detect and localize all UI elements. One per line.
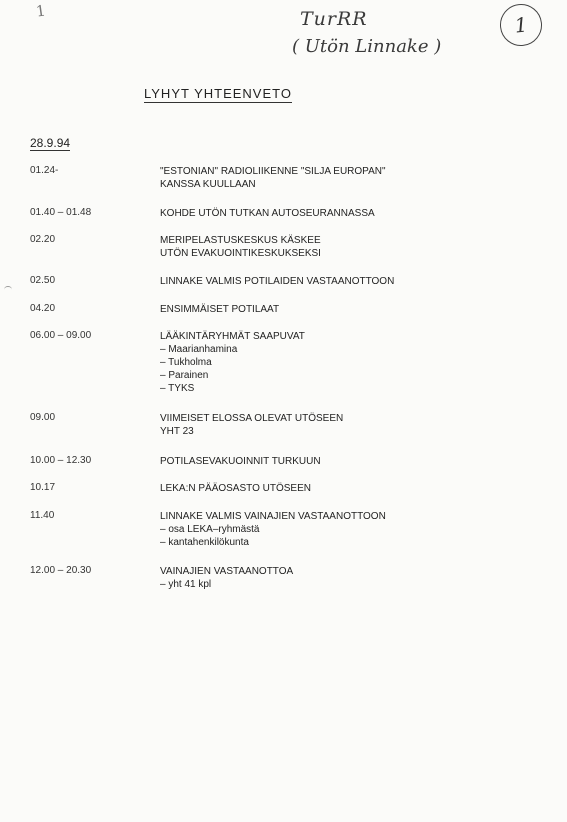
entry-description (160, 165, 386, 191)
entry-subitem: – Maarianhamina (160, 344, 238, 355)
entry-description (160, 303, 279, 316)
entry-line: "ESTONIAN" RADIOLIIKENNE "SILJA EUROPAN" (160, 166, 386, 177)
entry-time: 02.50 (30, 275, 56, 286)
entry-line: KOHDE UTÖN TUTKAN AUTOSEURANNASSA (160, 208, 375, 219)
margin-mark (4, 286, 12, 293)
entry-line: LEKA:N PÄÄOSASTO UTÖSEEN (160, 483, 311, 494)
entry-line: POTILASEVAKUOINNIT TURKUUN (160, 456, 321, 467)
entry-subitem: – kantahenkilökunta (160, 537, 249, 548)
entry-subitem: – Tukholma (160, 357, 212, 368)
date-heading: 28.9.94 (30, 136, 71, 150)
circled-page-number: 1 (498, 2, 544, 48)
entry-description (160, 482, 311, 495)
handwritten-title: TurRR (300, 8, 368, 30)
entry-description (160, 234, 321, 260)
entry-description (160, 207, 375, 220)
entry-subitem: – TYKS (160, 383, 195, 394)
entry-time: 06.00 – 09.00 (30, 330, 92, 341)
entry-line: MERIPELASTUSKESKUS KÄSKEE (160, 235, 321, 246)
entry-description (160, 412, 343, 438)
entry-time: 11.40 (30, 510, 55, 521)
entry-description (160, 330, 305, 395)
entry-line: KANSSA KUULLAAN (160, 179, 256, 190)
entry-time: 10.00 – 12.30 (30, 455, 92, 466)
entry-time: 01.40 – 01.48 (30, 207, 92, 218)
entry-time: 01.24- (30, 165, 59, 176)
page-number-mark: 1 (34, 1, 47, 21)
entry-line: ENSIMMÄISET POTILAAT (160, 304, 280, 315)
entry-description (160, 275, 394, 288)
entry-description (160, 565, 293, 591)
entry-time: 12.00 – 20.30 (30, 565, 92, 576)
entry-time: 04.20 (30, 303, 56, 314)
entry-time: 10.17 (30, 482, 56, 493)
entry-line: LÄÄKINTÄRYHMÄT SAAPUVAT (160, 331, 305, 342)
entry-line: UTÖN EVAKUOINTIKESKUKSEKSI (160, 248, 321, 259)
entry-line: LINNAKE VALMIS POTILAIDEN VASTAANOTTOON (160, 276, 395, 287)
document-title: LYHYT YHTEENVETO (144, 86, 292, 101)
entry-line: LINNAKE VALMIS VAINAJIEN VASTAANOTTOON (160, 511, 386, 522)
entry-subitem: – osa LEKA–ryhmästä (160, 524, 260, 535)
entry-time: 02.20 (30, 234, 56, 245)
handwritten-subtitle: ( Utön Linnake ) (292, 36, 442, 57)
entry-subitem: – Parainen (160, 370, 209, 381)
entry-description (160, 455, 321, 468)
entry-description (160, 510, 386, 549)
entry-subitem: – yht 41 kpl (160, 579, 212, 590)
entry-line: YHT 23 (160, 426, 194, 437)
entry-line: VIIMEISET ELOSSA OLEVAT UTÖSEEN (160, 413, 344, 424)
entry-line: VAINAJIEN VASTAANOTTOA (160, 566, 294, 577)
entry-time: 09.00 (30, 412, 56, 423)
